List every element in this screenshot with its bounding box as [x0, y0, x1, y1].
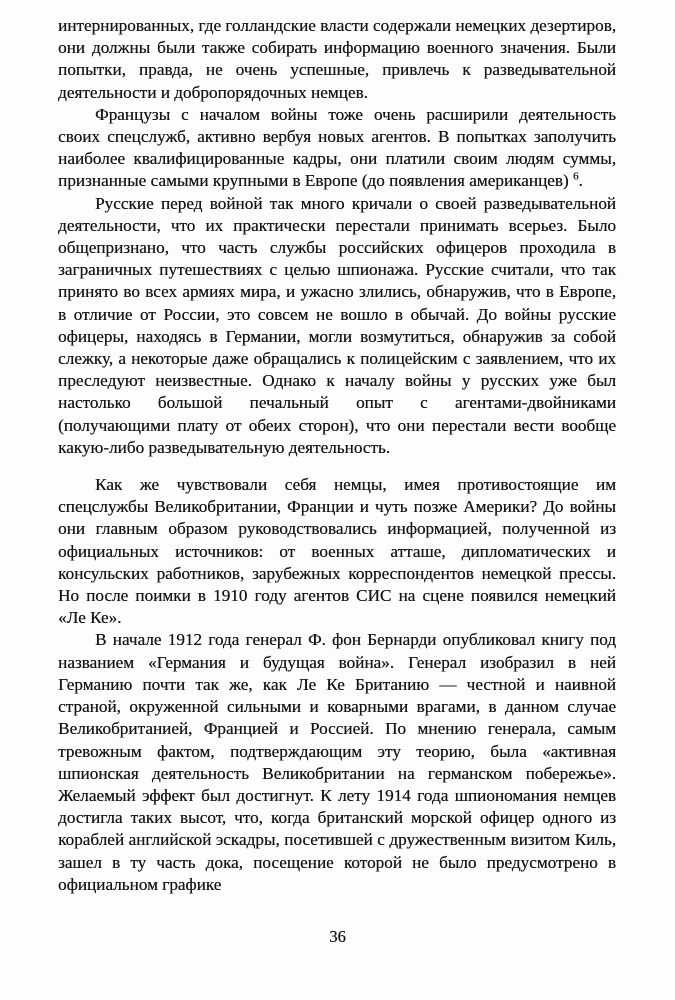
page-number: 36 [329, 927, 346, 946]
paragraph: Русские перед войной так много кричали о своей разведывательной деятельности, что их практически перестали принимать всерьез. Было общепризнано, что часть службы российских офицеров проходила в заграничных путешествиях с целью шпионажа. Русские считали, что так принято во всех армиях мира, и ужасно злились, обнаружив, что в Европе, в отличие от России, это совсем не вошло в обычай. До войны русские офицеры, находясь в Германии, могли возмутиться, обнаружив за собой слежку, а некоторые даже обращались к полицейским с заявлением, что их преследуют неизвестные. Однако к началу войны у русских уже был настолько большой печальный опыт с агентами-двойниками (получающими плату от обеих сторон), что они перестали вести вообще какую-либо разведывательную деятельность. [58, 193, 616, 457]
paragraph-text: . [578, 171, 583, 191]
paragraph-continuation: интернированных, где голландские власти содержали немецких дезертиров, они должны были также собирать информацию военного значения. Были попытки, правда, не очень успешные, привлечь к разведывательной деятельности и добропорядочных немцев. [58, 16, 616, 102]
paragraph-text: Французы с началом войны тоже очень расширили деятельность своих спецслужб, активно вербуя новых агентов. В попытках заполучить наиболее квалифицированные кадры, они платили своим людям суммы, признанные самыми крупными в Европе (до появления американцев) [58, 104, 616, 191]
footnote-marker: 6 [572, 170, 579, 183]
paragraph: Как же чувствовали себя немцы, имея противостоящие им спецслужбы Великобритании, Франции и чуть позже Америки? До войны они главным образом руководствовались информацией, полученной из официальных источников: от военных атташе, дипломатических и консульских работников, зарубежных корреспондентов немецкой прессы. Но после поимки в 1910 году агентов СИС на сцене появился немецкий «Ле Ке». [58, 475, 616, 628]
page-text [58, 15, 616, 896]
paragraph: В начале 1912 года генерал Ф. фон Бернарди опубликовал книгу под названием «Германия и будущая война». Генерал изобразил в ней Германию почти так же, как Ле Ке Британию — честной и наивной страной, окруженной сильными и коварными врагами, в данном случае Великобританией, Францией и Россией. По мнению генерала, самым тревожным фактом, подтверждающим эту теорию, была «активная шпионская деятельность Великобритании на германском побережье». Желаемый эффект был достигнут. К лету 1914 года шпиономания немцев достигла таких высот, что, когда британский морской офицер одного из кораблей английской эскадры, посетившей с дружественным визитом Киль, зашел в ту часть дока, посещение которой не было предусмотрено в официальном графике [58, 630, 616, 894]
paragraph [58, 104, 616, 193]
